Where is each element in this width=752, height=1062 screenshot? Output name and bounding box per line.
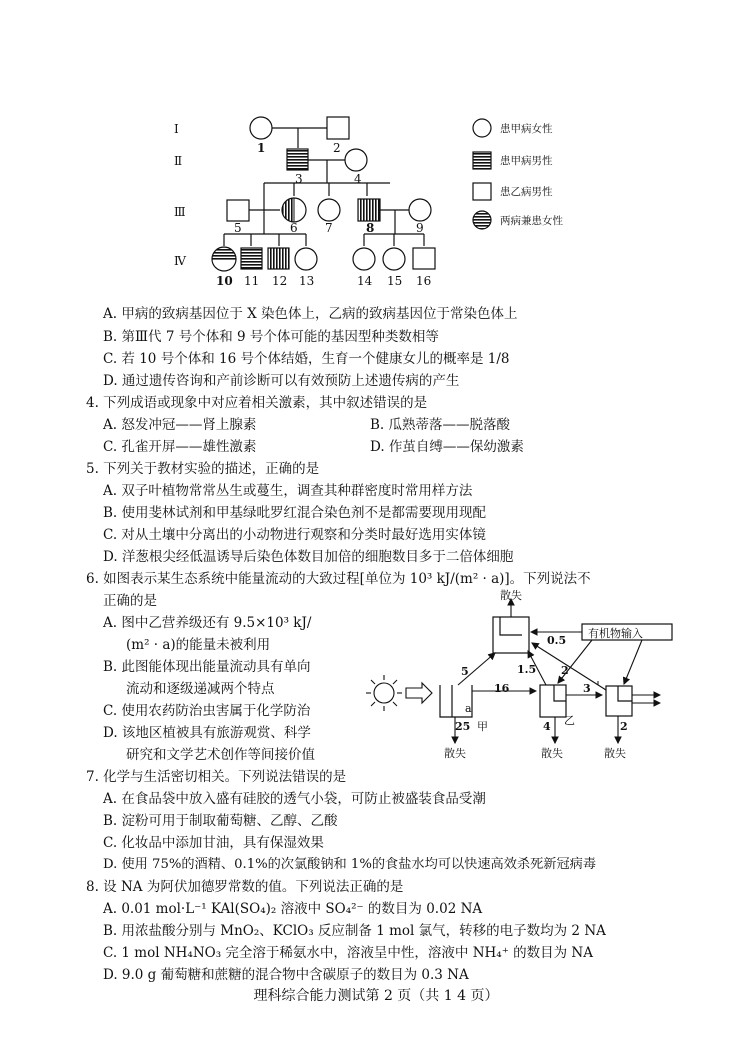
primary-consumer-box — [540, 685, 566, 717]
individual-label-14: 14 — [357, 274, 373, 288]
q3-option-d: D. 通过遗传咨询和产前诊断可以有效预防上述遗传病的产生 — [103, 373, 460, 389]
q4-option-c: C. 孔雀开屏——雄性激素 — [103, 439, 257, 455]
legend-label-male-a: 患甲病男性 — [500, 155, 553, 167]
individual-label-16: 16 — [416, 274, 432, 288]
secondary-consumer-box — [606, 686, 632, 716]
generation-label-3: Ⅲ — [174, 205, 186, 219]
energy-value-3: 3 — [583, 682, 591, 695]
energy-value-16: 16 — [494, 682, 510, 695]
energy-value-25: 25 — [455, 720, 471, 733]
q6-option-b-line1: B. 此图能体现出能量流动具有单向 — [103, 659, 311, 675]
q5-option-d: D. 洋葱根尖经低温诱导后染色体数目加倍的细胞数目多于二倍体细胞 — [103, 549, 514, 565]
energy-value-2-top: 2 — [561, 664, 569, 677]
legend-label-both: 两病兼患女性 — [500, 215, 563, 227]
energy-value-1.5: 1.5 — [517, 663, 537, 676]
q5-option-c: C. 对从土壤中分离出的小动物进行观察和分类时最好选用实体镜 — [103, 527, 486, 543]
q7-option-d: D. 使用 75%的酒精、0.1%的次氯酸钠和 1%的食盐水均可以快速高效杀死新冠病毒 — [103, 857, 597, 872]
q4-stem: 4. 下列成语或现象中对应着相关激素，其中叙述错误的是 — [86, 395, 428, 411]
q5-option-a: A. 双子叶植物常常丛生或蔓生，调查其种群密度时常用样方法 — [103, 483, 473, 499]
individual-11 — [241, 248, 262, 269]
q6-option-d-line2: 研究和文学艺术创作等间接价值 — [126, 747, 315, 763]
pedigree-chart — [0, 0, 752, 300]
individual-1 — [250, 117, 272, 139]
q4-option-a: A. 怒发冲冠——肾上腺素 — [103, 417, 257, 433]
q8-option-b: B. 用浓盐酸分别与 MnO₂、KClO₃ 反应制备 1 mol 氯气，转移的电子数均为 2 NA — [103, 923, 606, 939]
individual-label-15: 15 — [387, 274, 403, 288]
q8-stem: 8. 设 NA 为阿伏加德罗常数的值。下列说法正确的是 — [86, 879, 404, 895]
individual-label-6: 6 — [290, 221, 298, 235]
sun-input-arrow — [406, 683, 432, 703]
energy-value-2-bottom: 2 — [620, 720, 628, 733]
q8-option-d: D. 9.0 g 葡萄糖和蔗糖的混合物中含碳原子的数目为 0.3 NA — [103, 967, 469, 983]
q3-option-b: B. 第Ⅲ代 7 号个体和 9 号个体可能的基因型种类数相等 — [103, 329, 439, 345]
energy-label-yi: 乙 — [564, 714, 575, 727]
energy-label-jia: 甲 — [477, 720, 488, 733]
legend-both-diseases-female-icon — [473, 211, 491, 229]
q6-option-d-line1: D. 该地区植被具有旅游观赏、科学 — [103, 725, 311, 741]
q8-option-a: A. 0.01 mol·L⁻¹ KAl(SO₄)₂ 溶液中 SO₄²⁻ 的数目为 0.02 NA — [103, 901, 483, 917]
individual-label-5: 5 — [234, 221, 242, 235]
individual-label-4: 4 — [354, 172, 362, 186]
q6-stem-line1: 6. 如图表示某生态系统中能量流动的大致过程[单位为 10³ kJ/(m² · a)]。下列说法不 — [86, 571, 591, 587]
individual-label-9: 9 — [416, 221, 424, 235]
q6-option-a-line1: A. 图中乙营养级还有 9.5×10³ kJ/ — [103, 615, 312, 631]
individual-12 — [268, 248, 289, 269]
q6-option-a-line2: (m² · a)的能量未被利用 — [126, 637, 271, 653]
q4-option-d: D. 作茧自缚——保幼激素 — [370, 439, 524, 455]
individual-14 — [353, 248, 375, 270]
individual-13 — [295, 248, 317, 270]
energy-label-sanshi-3: 散失 — [604, 747, 626, 760]
individual-label-10: 10 — [216, 274, 233, 288]
individual-10 — [212, 247, 236, 271]
energy-label-sanshi-2: 散失 — [541, 747, 563, 760]
energy-label-a: a — [465, 702, 472, 715]
individual-9 — [409, 199, 431, 221]
individual-label-1: 1 — [257, 141, 266, 155]
q7-option-c: C. 化妆品中添加甘油，具有保湿效果 — [103, 835, 324, 851]
generation-label-2: Ⅱ — [174, 154, 183, 168]
generation-label-1: Ⅰ — [174, 122, 179, 136]
energy-value-4: 4 — [543, 720, 551, 733]
energy-label-organic-input: 有机物输入 — [588, 627, 643, 640]
legend-affected-male-b-icon — [473, 183, 491, 200]
legend-label-female-a: 患甲病女性 — [500, 123, 553, 135]
q3-option-a: A. 甲病的致病基因位于 X 染色体上，乙病的致病基因位于常染色体上 — [103, 306, 518, 322]
q5-option-b: B. 使用斐林试剂和甲基绿吡罗红混合染色剂不是都需要现用现配 — [103, 505, 487, 521]
individual-2 — [327, 117, 349, 139]
q6-option-c: C. 使用农药防治虫害属于化学防治 — [103, 703, 311, 719]
individual-16 — [413, 248, 435, 269]
individual-8 — [358, 199, 380, 221]
sun-icon — [366, 675, 402, 711]
generation-label-4: Ⅳ — [174, 254, 186, 268]
legend-label-male-b: 患乙病男性 — [500, 186, 553, 198]
energy-label-sanshi-top: 散失 — [500, 589, 522, 602]
individual-label-11: 11 — [244, 274, 260, 288]
energy-value-0.5: 0.5 — [547, 634, 567, 647]
q8-option-c: C. 1 mol NH₄NO₃ 完全溶于稀氨水中，溶液呈中性，溶液中 NH₄⁺ 的数目为 NA — [103, 945, 593, 961]
q7-option-b: B. 淀粉可用于制取葡萄糖、乙醇、乙酸 — [103, 813, 338, 829]
q7-stem: 7. 化学与生活密切相关。下列说法错误的是 — [86, 769, 347, 785]
legend-affected-male-a-icon — [473, 152, 491, 169]
individual-15 — [383, 248, 405, 270]
q6-stem-line2: 正确的是 — [103, 593, 157, 609]
individual-label-2: 2 — [333, 141, 341, 155]
page-footer: 理科综合能力测试第 2 页（共 1 4 页） — [253, 988, 499, 1004]
individual-4 — [345, 149, 367, 171]
decomposer-box — [493, 617, 529, 653]
individual-5 — [227, 200, 249, 221]
individual-label-8: 8 — [366, 221, 375, 235]
individual-label-13: 13 — [299, 274, 315, 288]
individual-label-12: 12 — [272, 274, 288, 288]
q3-option-c: C. 若 10 号个体和 16 号个体结婚，生育一个健康女儿的概率是 1/8 — [103, 351, 510, 367]
individual-3 — [287, 149, 308, 170]
q5-stem: 5. 下列关于教材实验的描述，正确的是 — [86, 461, 320, 477]
individual-label-7: 7 — [325, 221, 333, 235]
energy-label-sanshi-1: 散失 — [444, 747, 466, 760]
q7-option-a: A. 在食品袋中放入盛有硅胶的透气小袋，可防止被盛装食品受潮 — [103, 791, 486, 807]
legend-affected-female-a-icon — [473, 119, 491, 137]
individual-7 — [318, 199, 340, 221]
individual-label-3: 3 — [295, 172, 303, 186]
q4-option-b: B. 瓜熟蒂落——脱落酸 — [370, 417, 511, 433]
q6-option-b-line2: 流动和逐级递减两个特点 — [126, 681, 275, 697]
energy-value-5: 5 — [461, 665, 469, 678]
